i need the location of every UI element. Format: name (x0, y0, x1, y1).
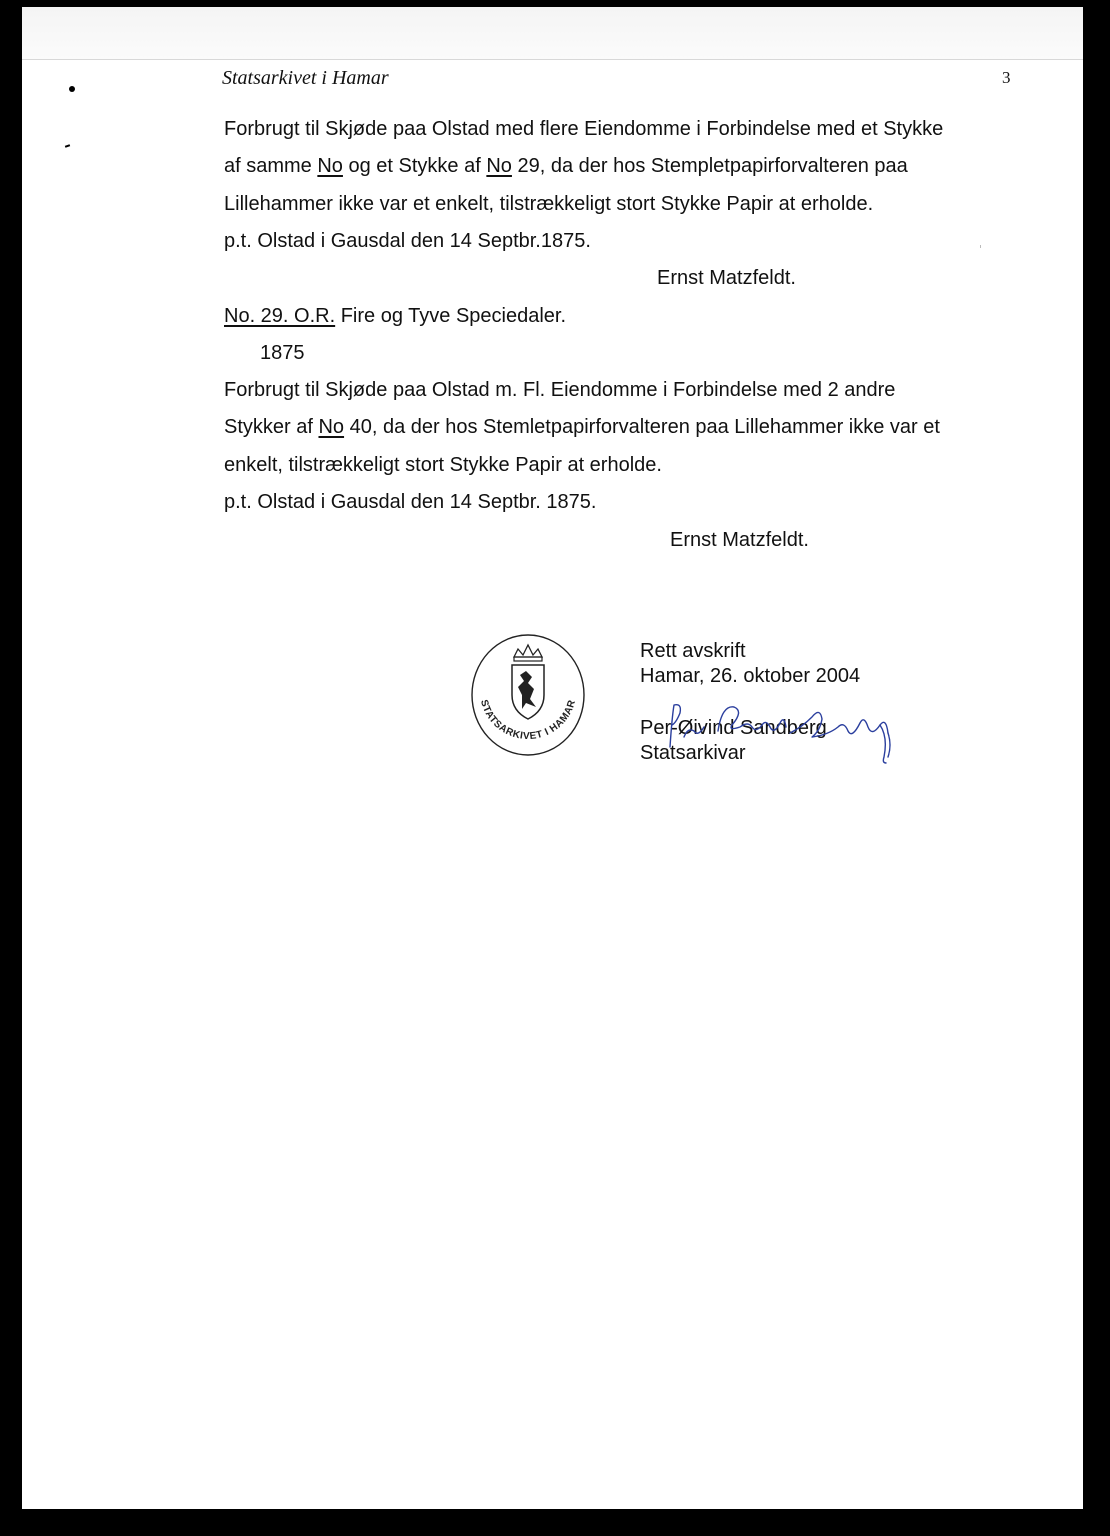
entry2-year: 1875 (260, 342, 305, 364)
entry2-line-1: Forbrugt til Skjøde paa Olstad m. Fl. Eiendomme i Forbindelse med 2 andre (224, 379, 896, 401)
document-page (22, 7, 1083, 1509)
header-rule (22, 59, 1083, 60)
entry1-line-3: Lillehammer ikke var et enkelt, tilstrækkeligt stort Stykke Papir at erholde. (224, 193, 874, 215)
archive-seal-stamp (468, 629, 588, 759)
entry2-line-2: Stykker af No 40, da der hos Stemletpapirforvalteren paa Lillehammer ikke var et (224, 416, 940, 438)
seal-text: STATSARKIVET I HAMAR (477, 698, 579, 743)
cert-line-1: Rett avskrift (640, 640, 746, 662)
scan-header-band (22, 7, 1083, 59)
entry2-signature: Ernst Matzfeldt. (670, 529, 809, 551)
entry1-date-line: p.t. Olstad i Gausdal den 14 Septbr.1875. (224, 230, 591, 252)
margin-mark (65, 144, 70, 148)
entry2-date-line: p.t. Olstad i Gausdal den 14 Septbr. 1875. (224, 491, 597, 513)
scan-speck (980, 245, 981, 248)
entry1-line-2: af samme No og et Stykke af No 29, da der hos Stempletpapirforvalteren paa (224, 155, 908, 177)
margin-mark (69, 86, 75, 92)
cert-line-3: Per-Øivind Sandberg (640, 717, 827, 739)
handwritten-signature (662, 697, 892, 767)
cert-line-2: Hamar, 26. oktober 2004 (640, 665, 861, 687)
entry1-signature: Ernst Matzfeldt. (657, 267, 796, 289)
page-number: 3 (1002, 68, 1011, 87)
entry2-heading: No. 29. O.R. Fire og Tyve Speciedaler. (224, 305, 567, 327)
cert-line-4: Statsarkivar (640, 742, 746, 764)
entry1-line-1: Forbrugt til Skjøde paa Olstad med flere Eiendomme i Forbindelse med et Stykke (224, 118, 944, 140)
svg-text:STATSARKIVET I HAMAR (478, 698, 578, 742)
archive-title: Statsarkivet i Hamar (222, 67, 389, 89)
entry2-line-3: enkelt, tilstrækkeligt stort Stykke Papir at erholde. (224, 454, 662, 476)
